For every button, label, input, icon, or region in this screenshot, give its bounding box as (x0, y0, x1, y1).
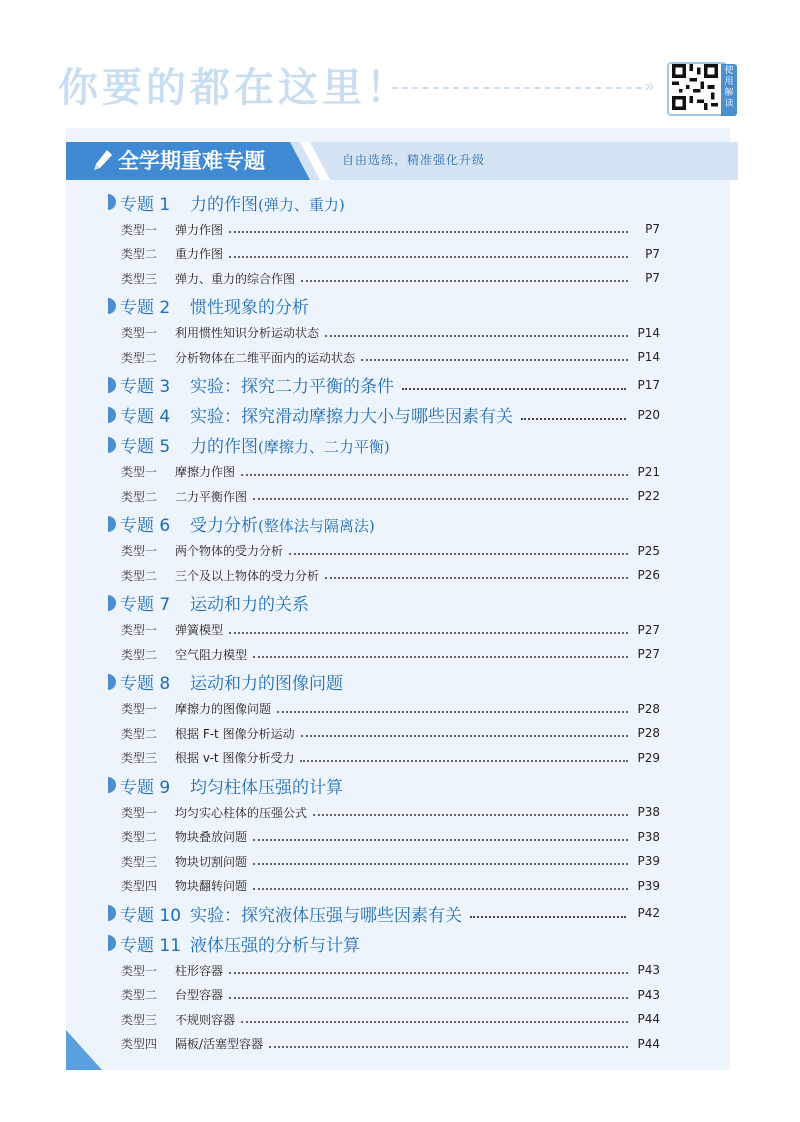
topic-title: 运动和力的关系 (190, 595, 309, 615)
item-type-label: 类型三 (121, 1012, 158, 1027)
dot-leader (289, 553, 628, 555)
page-number: P27 (637, 647, 660, 662)
toc-item-row[interactable] (108, 721, 660, 746)
item-name: 物块叠放问题 (175, 830, 248, 845)
item-name: 根据 F-t 图像分析运动 (175, 726, 295, 741)
item-type-label: 类型二 (121, 247, 158, 262)
toc-item-row[interactable] (108, 1007, 660, 1032)
dot-leader (325, 577, 628, 579)
item-name: 弹力作图 (175, 222, 224, 237)
dot-leader (253, 888, 628, 890)
topic-subtitle: (摩擦力、二力平衡) (258, 438, 390, 456)
item-name: 柱形容器 (175, 963, 224, 978)
page-number: P28 (637, 701, 660, 716)
topic-marker-icon (108, 516, 116, 532)
item-name: 不规则容器 (175, 1012, 236, 1027)
page-number: P7 (645, 271, 660, 286)
page-banner-title: 你要的都在这里！ (58, 64, 410, 111)
topic-marker-icon (108, 298, 116, 314)
page-number: P28 (637, 726, 660, 741)
toc-topic-row[interactable] (108, 588, 660, 618)
dot-leader (253, 839, 628, 841)
toc-item-row[interactable] (108, 746, 660, 771)
toc-item-row[interactable] (108, 460, 660, 485)
item-type-label: 类型二 (121, 830, 158, 845)
page-number: P25 (637, 543, 660, 558)
page-number: P43 (637, 963, 660, 978)
item-type-label: 类型一 (121, 222, 158, 237)
dot-leader (300, 760, 628, 762)
page-number: P39 (637, 854, 660, 869)
dot-leader (325, 335, 628, 337)
toc-item-row[interactable] (108, 642, 660, 667)
topic-number: 专题 9 (120, 777, 171, 798)
section-subtitle: 自由选练，精准强化升级 (342, 153, 486, 167)
topic-title: 液体压强的分析与计算 (190, 935, 360, 956)
qr-usage-label: 使用解读 (721, 64, 737, 116)
topic-marker-icon (108, 905, 116, 921)
topic-number: 专题 4 (120, 407, 171, 427)
item-name: 均匀实心柱体的压强公式 (175, 805, 308, 820)
topic-marker-icon (108, 194, 116, 210)
page-number: P42 (637, 906, 660, 920)
page-number: P43 (637, 987, 660, 1002)
item-name: 分析物体在二维平面内的运动状态 (175, 350, 356, 365)
item-type-label: 类型一 (121, 326, 158, 341)
item-type-label: 类型二 (121, 647, 158, 662)
topic-number: 专题 3 (120, 377, 171, 397)
toc-topic-row[interactable] (108, 291, 660, 321)
topic-number: 专题 6 (120, 516, 171, 536)
toc-topic-row[interactable] (108, 770, 660, 800)
topic-marker-icon (108, 407, 116, 423)
topic-title: 实验：探究液体压强与哪些因素有关 (190, 905, 462, 926)
page-number: P26 (637, 568, 660, 583)
dot-leader (241, 1021, 628, 1023)
topic-title: 力的作图(摩擦力、二力平衡) (190, 437, 390, 457)
dot-leader (521, 418, 626, 420)
section-title: 全学期重难专题 (118, 149, 265, 173)
topic-number: 专题 8 (120, 674, 171, 694)
topic-number: 专题 11 (120, 935, 182, 956)
topic-number: 专题 1 (120, 194, 171, 215)
page-number: P39 (637, 878, 660, 893)
toc-item-row[interactable] (108, 539, 660, 564)
dot-leader (402, 388, 626, 390)
topic-title: 实验：探究二力平衡的条件 (190, 377, 394, 397)
toc-item-row[interactable] (108, 983, 660, 1008)
pencil-icon (92, 148, 114, 172)
topic-marker-icon (108, 674, 116, 690)
item-name: 二力平衡作图 (175, 489, 248, 504)
toc-item-row[interactable] (108, 345, 660, 370)
topic-number: 专题 10 (120, 905, 182, 926)
page-fold-corner (66, 1030, 102, 1070)
item-type-label: 类型一 (121, 805, 158, 820)
toc-topic-row[interactable] (108, 898, 660, 928)
dot-leader (361, 359, 628, 361)
item-type-label: 类型一 (121, 963, 158, 978)
item-name: 物块切割问题 (175, 854, 248, 869)
topic-subtitle: (整体法与隔离法) (258, 517, 375, 535)
item-name: 重力作图 (175, 247, 224, 262)
toc-item-row[interactable] (108, 242, 660, 267)
toc-item-row[interactable] (108, 958, 660, 983)
toc-topic-row[interactable] (108, 928, 660, 958)
item-type-label: 类型三 (121, 751, 158, 766)
topic-title: 均匀柱体压强的计算 (190, 777, 343, 798)
toc-topic-row[interactable] (108, 187, 660, 217)
item-type-label: 类型二 (121, 568, 158, 583)
item-type-label: 类型三 (121, 271, 158, 286)
toc-item-row[interactable] (108, 697, 660, 722)
topic-number: 专题 5 (120, 437, 171, 457)
toc-item-row[interactable] (108, 618, 660, 643)
dot-leader (470, 916, 626, 918)
topic-title: 受力分析(整体法与隔离法) (190, 516, 375, 536)
toc-topic-row[interactable] (108, 667, 660, 697)
page-number: P14 (637, 350, 660, 365)
page-number: P44 (637, 1012, 660, 1027)
page-number: P14 (637, 325, 660, 340)
page-number: P22 (637, 489, 660, 504)
dot-leader (253, 863, 628, 865)
banner-dashed-rule (392, 87, 642, 89)
page-number: P7 (645, 222, 660, 237)
toc-item-row[interactable] (108, 1032, 660, 1057)
topic-subtitle: (弹力、重力) (258, 195, 345, 214)
dot-leader (229, 231, 628, 233)
dot-leader (313, 814, 628, 816)
topic-marker-icon (108, 935, 116, 951)
page-number: P29 (637, 750, 660, 765)
item-type-label: 类型二 (121, 726, 158, 741)
dot-leader (241, 474, 628, 476)
topic-number: 专题 2 (120, 298, 171, 318)
topic-marker-icon (108, 377, 116, 393)
toc-item-row[interactable] (108, 321, 660, 346)
item-name: 摩擦力作图 (175, 465, 236, 480)
dot-leader (229, 972, 628, 974)
page-number: P38 (637, 805, 660, 820)
topic-marker-icon (108, 777, 116, 793)
toc-topic-row[interactable] (108, 430, 660, 460)
toc-item-row[interactable] (108, 563, 660, 588)
toc-item-row[interactable] (108, 849, 660, 874)
item-name: 利用惯性知识分析运动状态 (175, 326, 320, 341)
toc-topic-row[interactable] (108, 370, 660, 400)
dot-leader (253, 656, 628, 658)
topic-marker-icon (108, 437, 116, 453)
item-type-label: 类型一 (121, 465, 158, 480)
page-number: P44 (637, 1036, 660, 1051)
page-number: P38 (637, 829, 660, 844)
item-type-label: 类型一 (121, 702, 158, 717)
dot-leader (301, 280, 628, 282)
item-name: 根据 v-t 图像分析受力 (175, 751, 295, 766)
dot-leader (269, 1046, 628, 1048)
topic-title: 实验：探究滑动摩擦力大小与哪些因素有关 (190, 407, 513, 427)
toc-item-row[interactable] (108, 800, 660, 825)
dot-leader (229, 632, 628, 634)
item-type-label: 类型一 (121, 544, 158, 559)
item-name: 弹簧模型 (175, 623, 224, 638)
toc-item-row[interactable] (108, 217, 660, 242)
toc-item-row[interactable] (108, 266, 660, 291)
item-type-label: 类型一 (121, 623, 158, 638)
double-arrow-icon: » (644, 76, 656, 97)
page-number: P20 (637, 407, 660, 422)
item-name: 物块翻转问题 (175, 879, 248, 894)
toc-item-row[interactable] (108, 484, 660, 509)
item-name: 三个及以上物体的受力分析 (175, 568, 320, 583)
item-type-label: 类型四 (121, 879, 158, 894)
qr-code-icon[interactable] (667, 62, 727, 116)
dot-leader (229, 256, 628, 258)
item-name: 弹力、重力的综合作图 (175, 271, 296, 286)
dot-leader (229, 997, 628, 999)
item-type-label: 类型二 (121, 350, 158, 365)
dot-leader (277, 711, 628, 713)
topic-title: 惯性现象的分析 (190, 298, 309, 318)
page-number: P17 (637, 377, 660, 392)
item-name: 两个物体的受力分析 (175, 544, 284, 559)
item-name: 空气阻力模型 (175, 647, 248, 662)
item-name: 台型容器 (175, 988, 224, 1003)
topic-title: 运动和力的图像问题 (190, 674, 343, 694)
item-type-label: 类型二 (121, 988, 158, 1003)
topic-number: 专题 7 (120, 595, 171, 615)
topic-title: 力的作图(弹力、重力) (190, 194, 345, 215)
page-number: P27 (637, 622, 660, 637)
page-number: P21 (637, 464, 660, 479)
toc-item-row[interactable] (108, 874, 660, 899)
item-name: 摩擦力的图像问题 (175, 702, 272, 717)
dot-leader (301, 735, 628, 737)
dot-leader (253, 498, 628, 500)
item-type-label: 类型三 (121, 854, 158, 869)
toc-topic-row[interactable] (108, 509, 660, 539)
toc-item-row[interactable] (108, 825, 660, 850)
item-name: 隔板/活塞型容器 (175, 1037, 264, 1052)
table-of-contents (108, 187, 660, 1056)
toc-topic-row[interactable] (108, 400, 660, 430)
item-type-label: 类型二 (121, 489, 158, 504)
topic-marker-icon (108, 595, 116, 611)
item-type-label: 类型四 (121, 1037, 158, 1052)
page-number: P7 (645, 246, 660, 261)
